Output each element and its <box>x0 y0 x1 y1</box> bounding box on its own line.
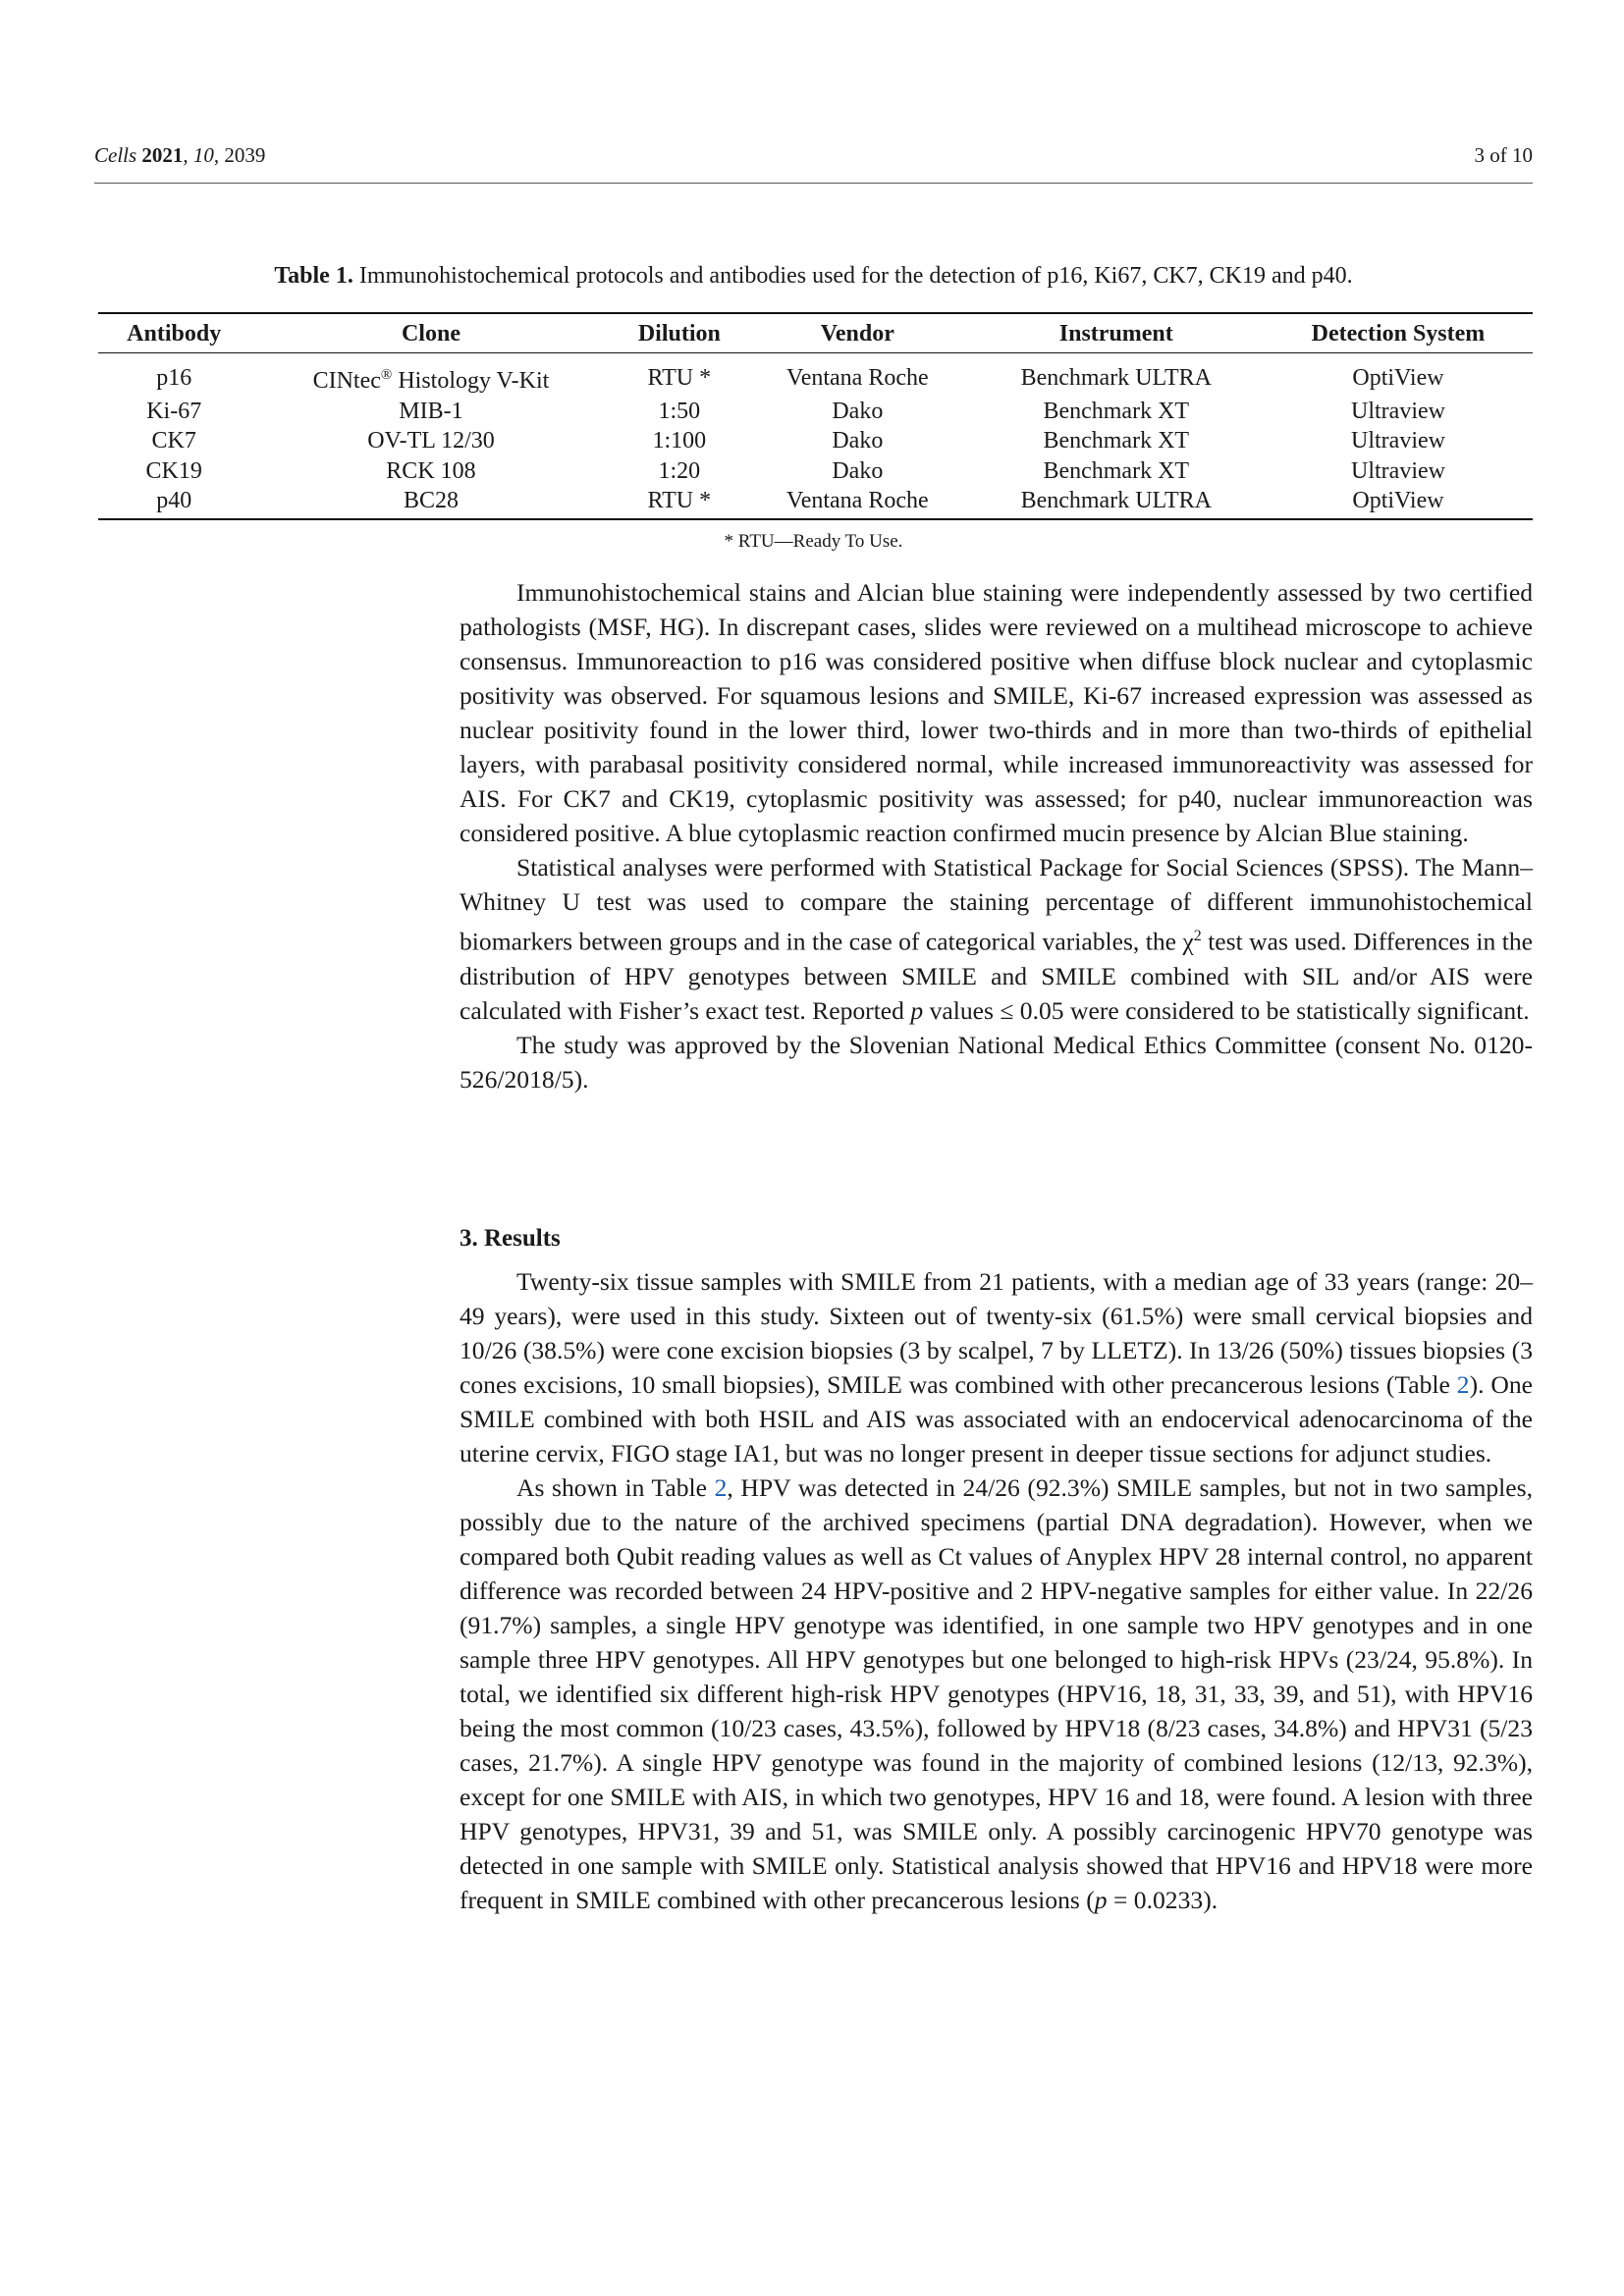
cell-instrument: Benchmark ULTRA <box>1020 365 1212 391</box>
col-header-antibody: Antibody <box>127 321 222 347</box>
cell-clone: RCK 108 <box>386 457 476 484</box>
p-symbol: p <box>910 995 924 1025</box>
journal-volume: 10 <box>192 143 214 167</box>
table-row <box>98 426 1533 456</box>
article-number: 2039 <box>224 143 266 167</box>
col-header-vendor: Vendor <box>820 321 894 347</box>
col-header-dilution: Dilution <box>637 321 721 347</box>
methods-paragraph-staining: Immunohistochemical stains and Alcian blue staining were independently assessed by two certified pathologists (MSF, HG). In discrepant cases, slides were reviewed on a multihead microscope to achieve consensus. Immunoreaction to p16 was considered positive when diffuse block nuclear and cytoplasmic positivity was observed. For squamous lesions and SMILE, Ki-67 increased expression was assessed as nuclear positivity found in the lower third, lower two-thirds and in more than two-thirds of epithelial layers, with parabasal positivity considered normal, while increased immunoreactivity was assessed for AIS. For CK7 and CK19, cytoplasmic positivity was assessed; for p40, nuclear immunoreaction was considered positive. A blue cytoplasmic reaction confirmed mucin presence by Alcian Blue staining. <box>460 578 1533 847</box>
cell-vendor: Ventana Roche <box>786 365 929 391</box>
col-header-clone: Clone <box>401 321 460 347</box>
table-footnote: * RTU—Ready To Use. <box>724 531 903 552</box>
cell-detection: OptiView <box>1352 365 1444 391</box>
table-row <box>98 486 1533 519</box>
cell-instrument: Benchmark ULTRA <box>1020 488 1212 513</box>
cell-vendor: Ventana Roche <box>786 488 929 513</box>
cell-clone: OV-TL 12/30 <box>367 428 495 454</box>
cell-clone: BC28 <box>403 488 459 513</box>
antibody-table <box>98 312 1533 520</box>
table-2-link[interactable]: 2 <box>1456 1370 1470 1399</box>
text-span: As shown in Table <box>516 1473 715 1502</box>
text-span: = 0.0233). <box>1107 1886 1218 1914</box>
cell-detection: Ultraview <box>1351 398 1445 424</box>
cell-detection: OptiView <box>1352 488 1444 513</box>
table-caption-text: Immunohistochemical protocols and antibodies used for the detection of p16, Ki67, CK7, CK19 and p40. <box>358 263 1353 289</box>
results-text <box>460 1264 1533 1917</box>
journal-year: 2021 <box>141 143 184 167</box>
section-title-results: 3. Results <box>460 1225 561 1252</box>
cell-antibody: p40 <box>156 488 192 513</box>
text-span: values ≤ 0.05 were considered to be statistically significant. <box>923 995 1530 1025</box>
methods-paragraph-statistics <box>460 850 1533 1028</box>
registered-mark: ® <box>380 367 393 383</box>
cell-antibody: p16 <box>156 365 192 391</box>
running-header-left: Cells 2021, 10, 2039 <box>94 143 266 167</box>
text-span: test was used. Differences in the distribution of HPV genotypes between SMILE and SMILE combined with SIL and/or AIS were calculated with Fisher’s exact test. Reported <box>460 927 1533 1025</box>
cell-clone <box>249 353 612 397</box>
table-row <box>98 353 1533 397</box>
table-caption <box>94 263 1533 290</box>
text-span: ). One SMILE combined with both HSIL and AIS was associated with an endocervical adenocarcinoma of the uterine cervix, FIGO stage IA1, but was no longer present in deeper tissue sections for adjunct studies. <box>460 1370 1533 1468</box>
cell-antibody: CK19 <box>145 457 202 484</box>
cell-instrument: Benchmark XT <box>1043 398 1190 424</box>
cell-vendor: Dako <box>832 398 884 424</box>
methods-paragraph-ethics: The study was approved by the Slovenian National Medical Ethics Committee (consent No. 0120-526/2018/5). <box>460 1030 1533 1094</box>
methods-text <box>460 575 1533 1096</box>
cell-detection: Ultraview <box>1351 457 1445 484</box>
col-header-detection: Detection System <box>1311 321 1486 347</box>
chi-square-superscript: 2 <box>1193 928 1202 944</box>
col-header-instrument: Instrument <box>1058 321 1173 347</box>
journal-name: Cells <box>94 143 137 167</box>
header-rule <box>94 183 1533 184</box>
table-2-link[interactable]: 2 <box>714 1473 728 1502</box>
cell-antibody: CK7 <box>151 428 196 454</box>
cell-instrument: Benchmark XT <box>1043 428 1190 454</box>
cell-clone-text: CINtec <box>312 368 381 394</box>
cell-vendor: Dako <box>832 428 884 454</box>
cell-dilution: RTU * <box>647 488 712 513</box>
cell-vendor: Dako <box>832 457 884 484</box>
text-span: , HPV was detected in 24/26 (92.3%) SMILE samples, but not in two samples, possibly due to the nature of the archived specimens (partial DNA degradation). However, when we compared both Qubit reading values as well as Ct values of Anyplex HPV 28 internal control, no apparent difference was recorded between 24 HPV-positive and 2 HPV-negative samples for either value. In 22/26 (91.7%) samples, a single HPV genotype was identified, in one sample two HPV genotypes and in one sample three HPV genotypes. All HPV genotypes but one belonged to high-risk HPVs (23/24, 95.8%). In total, we identified six different high-risk HPV genotypes (HPV16, 18, 31, 33, 39, and 51), with HPV16 being the most common (10/23 cases, 43.5%), followed by HPV18 (8/23 cases, 34.8%) and HPV31 (5/23 cases, 21.7%). A single HPV genotype was found in the majority of combined lesions (12/13, 92.3%), except for one SMILE with AIS, in which two genotypes, HPV 16 and 18, were found. A lesion with three HPV genotypes, HPV31, 39 and 51, was SMILE only. A possibly carcinogenic HPV70 genotype was detected in one sample with SMILE only. Statistical analysis showed that HPV16 and HPV18 were more frequent in SMILE combined with other precancerous lesions ( <box>460 1473 1533 1914</box>
cell-clone-rest: Histology V-Kit <box>392 368 550 394</box>
page-number: 3 of 10 <box>1474 143 1533 167</box>
text-span: Statistical analyses were performed with Statistical Package for Social Sciences (SPSS). The Mann–Whitney U test was used to compare the staining percentage of different immunohistochemical biomarkers between groups and in the case of categorical variables, the χ <box>460 853 1533 956</box>
table-header-row <box>98 313 1533 353</box>
table-row <box>98 397 1533 427</box>
table-label: Table 1. <box>274 263 353 289</box>
table-row <box>98 456 1533 487</box>
cell-clone: MIB-1 <box>399 398 463 424</box>
results-paragraph-hpv <box>460 1470 1533 1917</box>
cell-dilution: 1:100 <box>652 428 707 454</box>
cell-instrument: Benchmark XT <box>1043 457 1190 484</box>
results-paragraph-samples <box>460 1264 1533 1470</box>
cell-dilution: 1:20 <box>658 457 701 484</box>
cell-dilution: 1:50 <box>658 398 701 424</box>
cell-detection: Ultraview <box>1351 428 1445 454</box>
p-symbol: p <box>1094 1886 1108 1914</box>
cell-antibody: Ki-67 <box>146 398 202 424</box>
text-span: Twenty-six tissue samples with SMILE from 21 patients, with a median age of 33 years (range: 20–49 years), were used in this study. Sixteen out of twenty-six (61.5%) were small cervical biopsies and 10/26 (38.5%) were cone excision biopsies (3 by scalpel, 7 by LLETZ). In 13/26 (50%) tissues biopsies (3 cones excisions, 10 small biopsies), SMILE was combined with other precancerous lesions (Table <box>460 1267 1533 1399</box>
cell-dilution: RTU * <box>647 365 712 391</box>
